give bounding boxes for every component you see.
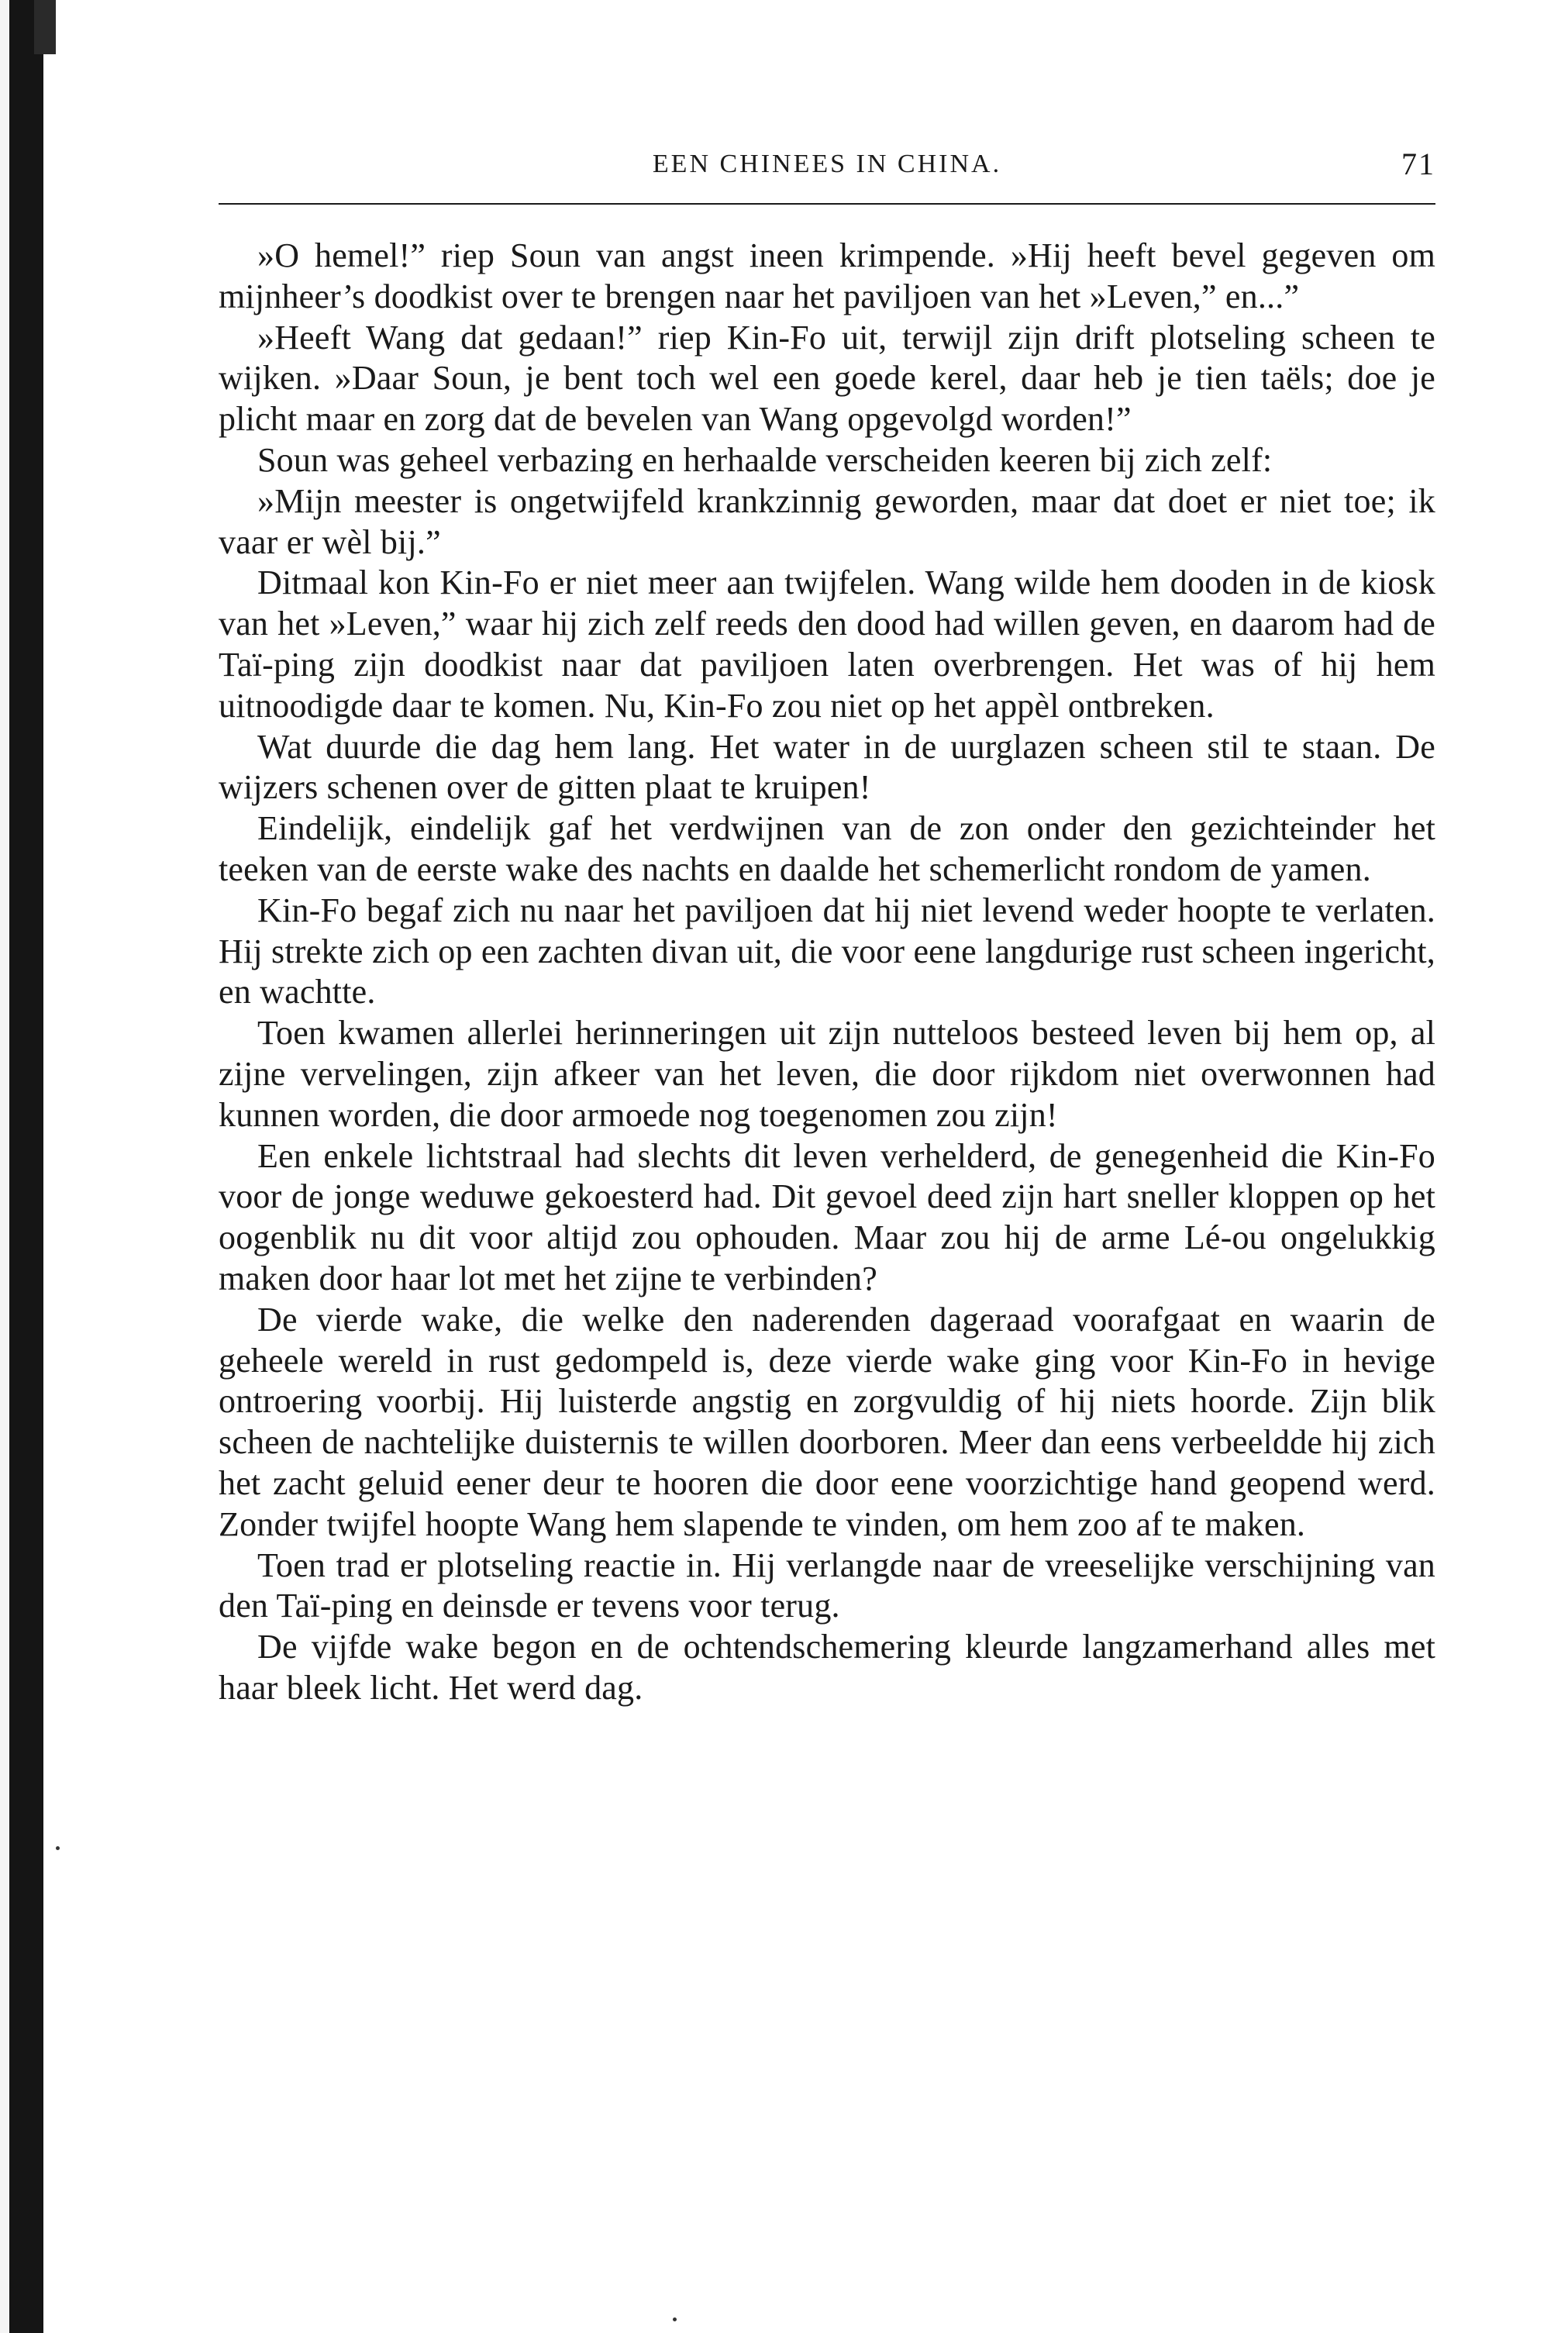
paragraph: Eindelijk, eindelijk gaf het verdwijnen van de zon onder den gezichteinder het teeken van de eerste wake des nachts en daalde het schemerlicht rondom de yamen. (219, 809, 1435, 888)
paragraph: Ditmaal kon Kin-Fo er niet meer aan twijfelen. Wang wilde hem dooden in de kiosk van het »Leven,” waar hij zich zelf reeds den dood had willen geven, en daarom had de Taï-ping zijn doodkist naar dat paviljoen laten overbrengen. Het was of hij hem uitnoodigde daar te komen. Nu, Kin-Fo zou niet op het appèl ontbreken. (219, 563, 1435, 725)
scan-edge (0, 0, 9, 2333)
paragraph: »Mijn meester is ongetwijfeld krankzinnig geworden, maar dat doet er niet toe; ik vaar er wèl bij.” (219, 481, 1435, 561)
paragraph: De vijfde wake begon en de ochtendschemering kleurde langzamerhand alles met haar bleek licht. Het werd dag. (219, 1628, 1435, 1707)
running-title: EEN CHINEES IN CHINA. (652, 150, 1002, 178)
page-number: 71 (1401, 146, 1435, 181)
scan-gutter-shadow (9, 0, 43, 2333)
paragraph: Kin-Fo begaf zich nu naar het paviljoen dat hij niet levend weder hoopte te verlaten. Hij strekte zich op een zachten divan uit, die voor eene langdurige rust scheen ingericht, en wachtte. (219, 891, 1435, 1011)
body-text (219, 236, 1435, 1709)
paragraph: De vierde wake, die welke den naderenden dageraad voorafgaat en waarin de geheele wereld in rust gedompeld is, deze vierde wake ging voor Kin-Fo in hevige ontroering voorbij. Hij luisterde angstig en zorgvuldig of hij niets hoorde. Zijn blik scheen de nachtelijke duisternis te willen doorboren. Meer dan eens verbeeldde hij zich het zacht geluid eener deur te hooren die door eene voorzichtige hand geopend werd. Zonder twijfel hoopte Wang hem slapende te vinden, om hem zoo af te maken. (219, 1300, 1435, 1543)
paragraph: Soun was geheel verbazing en herhaalde verscheiden keeren bij zich zelf: (257, 440, 1273, 479)
paragraph: »O hemel!” riep Soun van angst ineen krimpende. »Hij heeft bevel gegeven om mijnheer’s doodkist over te brengen naar het paviljoen van het »Leven,” en...” (219, 236, 1435, 315)
book-page (219, 147, 1435, 1709)
paragraph: »Heeft Wang dat gedaan!” riep Kin-Fo uit, terwijl zijn drift plotseling scheen te wijken. »Daar Soun, je bent toch wel een goede kerel, daar heb je tien taëls; doe je plicht maar en zorg dat de bevelen van Wang opgevolgd worden!” (219, 318, 1435, 439)
scan-corner-mark (34, 0, 56, 54)
running-header (219, 147, 1435, 188)
paragraph: Toen kwamen allerlei herinneringen uit zijn nutteloos besteed leven bij hem op, al zijne vervelingen, zijn afkeer van het leven, die door rijkdom niet overwonnen had kunnen worden, die door armoede nog toegenomen zou zijn! (219, 1014, 1435, 1134)
header-rule (219, 203, 1435, 205)
ink-speck (56, 1846, 60, 1850)
ink-speck (673, 2317, 677, 2321)
paragraph: Toen trad er plotseling reactie in. Hij verlangde naar de vreeselijke verschijning van den Taï-ping en deinsde er tevens voor terug. (219, 1546, 1435, 1625)
paragraph: Een enkele lichtstraal had slechts dit leven verhelderd, de genegenheid die Kin-Fo voor de jonge weduwe gekoesterd had. Dit gevoel deed zijn hart sneller kloppen op het oogenblik nu dit voor altijd zou ophouden. Maar zou hij de arme Lé-ou ongelukkig maken door haar lot met het zijne te verbinden? (219, 1136, 1435, 1297)
paragraph: Wat duurde die dag hem lang. Het water in de uurglazen scheen stil te staan. De wijzers schenen over de gitten plaat te kruipen! (219, 727, 1435, 807)
